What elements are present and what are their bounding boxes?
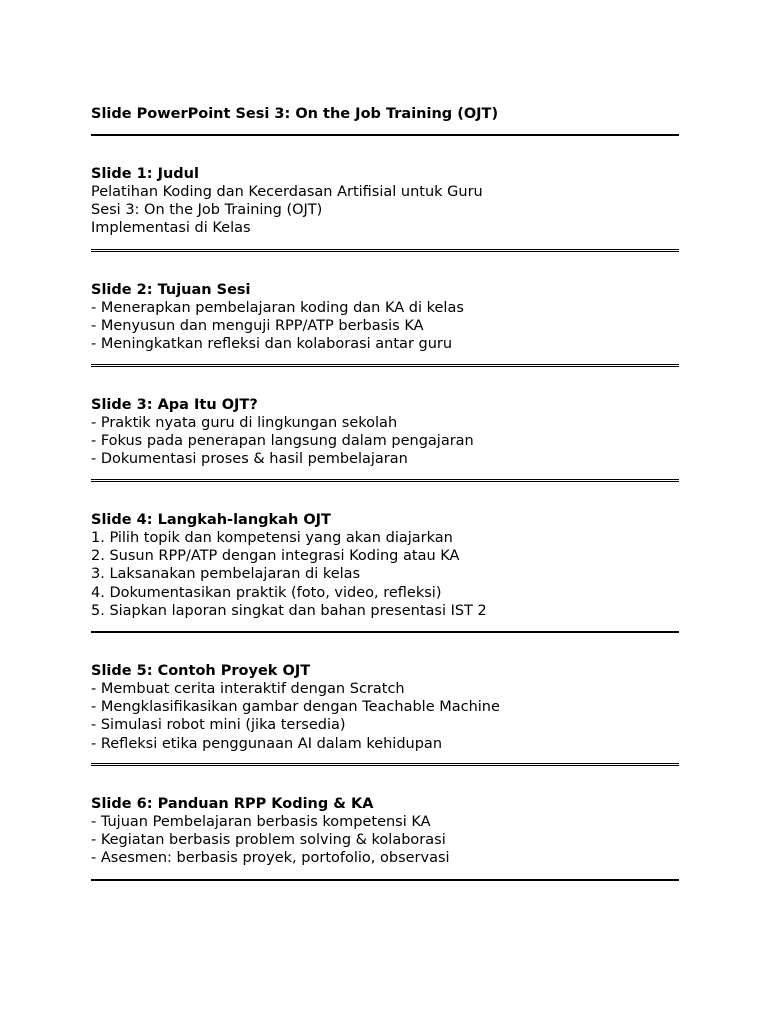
section-divider — [91, 631, 679, 633]
slide-line: - Menyusun dan menguji RPP/ATP berbasis KA — [91, 318, 424, 335]
slide-line: 5. Siapkan laporan singkat dan bahan presentasi IST 2 — [91, 602, 487, 619]
slide-heading: Slide 4: Langkah-langkah OJT — [91, 512, 331, 528]
slide-line: 4. Dokumentasikan praktik (foto, video, refleksi) — [91, 584, 442, 601]
slide-line: - Simulasi robot mini (jika tersedia) — [91, 717, 346, 734]
slide-heading: Slide 1: Judul — [91, 166, 199, 182]
slide-line: - Mengklasifikasikan gambar dengan Teachable Machine — [91, 699, 500, 716]
slide-section-2 — [91, 281, 679, 354]
document-title: Slide PowerPoint Sesi 3: On the Job Training (OJT) — [91, 106, 499, 122]
slide-section-1 — [91, 165, 679, 238]
slide-line: - Tujuan Pembelajaran berbasis kompetensi KA — [91, 814, 431, 830]
title-divider — [91, 134, 679, 136]
slide-heading: Slide 2: Tujuan Sesi — [91, 282, 251, 298]
slide-line: Implementasi di Kelas — [91, 220, 251, 237]
slide-heading: Slide 6: Panduan RPP Koding & KA — [91, 796, 374, 812]
slide-line: Sesi 3: On the Job Training (OJT) — [91, 202, 323, 219]
slide-line: - Refleksi etika penggunaan AI dalam kehidupan — [91, 735, 443, 752]
slide-section-4 — [91, 511, 679, 620]
slide-line: 2. Susun RPP/ATP dengan integrasi Koding atau KA — [91, 548, 460, 565]
slide-line: - Membuat cerita interaktif dengan Scratch — [91, 681, 405, 697]
slide-heading: Slide 5: Contoh Proyek OJT — [91, 663, 311, 679]
section-divider — [91, 479, 679, 482]
slide-section-5 — [91, 662, 679, 753]
section-divider — [91, 879, 679, 881]
slide-line: - Praktik nyata guru di lingkungan sekolah — [91, 415, 398, 431]
slide-line: - Fokus pada penerapan langsung dalam pengajaran — [91, 433, 474, 450]
section-divider — [91, 249, 679, 252]
slide-line: - Meningkatkan refleksi dan kolaborasi antar guru — [91, 336, 453, 353]
section-divider — [91, 763, 679, 766]
slide-line: 1. Pilih topik dan kompetensi yang akan diajarkan — [91, 530, 453, 546]
slide-line: - Kegiatan berbasis problem solving & kolaborasi — [91, 832, 446, 849]
slide-section-3 — [91, 396, 679, 469]
section-divider — [91, 364, 679, 367]
slide-line: - Menerapkan pembelajaran koding dan KA di kelas — [91, 300, 464, 316]
slide-line: - Asesmen: berbasis proyek, portofolio, observasi — [91, 850, 450, 867]
slide-line: - Dokumentasi proses & hasil pembelajaran — [91, 451, 408, 468]
slide-line: Pelatihan Koding dan Kecerdasan Artifisial untuk Guru — [91, 184, 483, 200]
slide-heading: Slide 3: Apa Itu OJT? — [91, 397, 258, 413]
slide-section-6 — [91, 795, 679, 868]
slide-line: 3. Laksanakan pembelajaran di kelas — [91, 566, 361, 583]
